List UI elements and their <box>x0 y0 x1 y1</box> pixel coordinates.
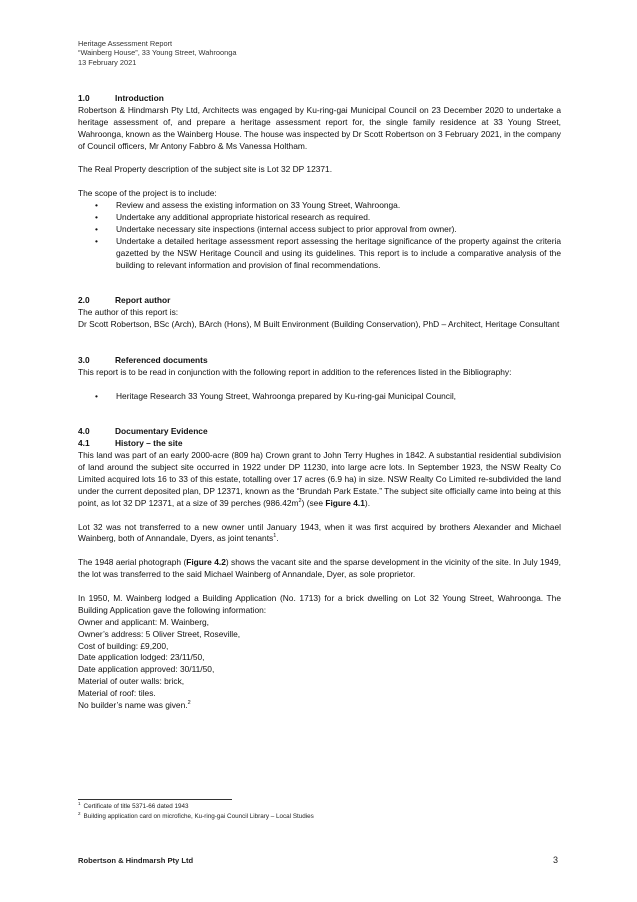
scope-list <box>78 200 561 271</box>
figure-reference: Figure 4.2 <box>186 557 226 568</box>
bullet-icon: • <box>95 200 98 211</box>
detail-line: Date application lodged: 23/11/50, <box>78 652 205 663</box>
section-heading-documentary-evidence: 4.0 Documentary Evidence <box>78 426 208 437</box>
header-date: 13 February 2021 <box>78 57 137 67</box>
document-body <box>78 93 561 712</box>
intro-paragraph: Robertson & Hindmarsh Pty Ltd, Architects was engaged by Ku-ring-gai Municipal Council on 23 December 2020 to undertake a heritage assessment of, and prepare a heritage assessment report for, the single family residence at 33 Young Street, Wahroonga, known as the Wainberg House. The house was inspected by Dr Scott Robertson on 3 February 2021, in the company of Council officers, Mr Antony Fabbro & Ms Vanessa Holtham. <box>78 104 561 151</box>
detail-line: No builder’s name was given.$^2$ <box>78 700 191 711</box>
bullet-icon: • <box>95 235 98 246</box>
author-credentials: Dr Scott Robertson, BSc (Arch), BArch (Hons), M Built Environment (Building Conservation), PhD – Architect, Heritage Consultant <box>78 319 560 330</box>
footnote: $^2$ Building application card on microfiche, Ku-ring-gai Council Library – Local Studies <box>78 810 314 820</box>
page-number: 3 <box>553 855 559 865</box>
detail-line: Date application approved: 30/11/50, <box>78 664 215 675</box>
figure-reference: Figure 4.1 <box>325 497 365 508</box>
section-heading-referenced-documents: 3.0 Referenced documents <box>78 354 208 365</box>
subsection-heading-history: 4.1 History – the site <box>78 438 183 449</box>
footer-company: Robertson & Hindmarsh Pty Ltd <box>78 856 194 865</box>
list-item: • Undertake necessary site inspections (internal access subject to prior approval from owner). <box>95 223 457 234</box>
footnote-ref: 2 <box>187 700 191 707</box>
references-lead: This report is to be read in conjunction with the following report in addition to the references listed in the Bibliography: <box>78 366 512 377</box>
detail-line: Owner’s address: 5 Oliver Street, Roseville, <box>78 628 241 639</box>
footnote-ref: 1 <box>273 533 277 540</box>
history-paragraph-1: This land was part of an early 2000-acre (809 ha) Crown grant to John Terry Hughes in 1842. A substantial residential subdivision of land around the subject site occurred in 1922 under DP 11230, into large acre lots. In September 1923, the NSW Realty Co Limited acquired lots 16 to 33 of this estate, totalling over 17 acres (6.9 ha) in size. NSW Realty Co Limited re-subdivided the land under the current deposited plan, DP 12371, known as the “Brundah Park Estate.” The subject site officially came into being at this point, as lot 32 DP 12371, at a size of 39 perches $(986.42m^2)$ (see Figure 4.1). <box>78 450 561 508</box>
list-item: • Heritage Research 33 Young Street, Wahroonga prepared by Ku-ring-gai Municipal Council, <box>95 390 457 401</box>
author-lead: The author of this report is: <box>78 307 179 318</box>
footnote-divider <box>78 799 232 800</box>
running-header <box>78 39 236 67</box>
bullet-icon: • <box>95 212 98 223</box>
references-list <box>78 391 561 403</box>
history-paragraph-4: In 1950, M. Wainberg lodged a Building Application (No. 1713) for a brick dwelling on Lot 32 Young Street, Wahroonga. The Building Application gave the following information: <box>78 592 561 615</box>
history-paragraph-2: Lot 32 was not transferred to a new owner until January 1943, when it was first acquired by brothers Alexander and Michael Wainberg, both of Annandale, Dyers, as joint tenants$^1$. <box>78 521 561 544</box>
scope-lead: The scope of the project is to include: <box>78 188 217 199</box>
list-item: • Undertake a detailed heritage assessment report assessing the heritage significance of the property against the criteria gazetted by the NSW Heritage Council and using its guidelines. This report is to include a comparative analysis of the building to relevant information and provision of final recommendations. <box>95 235 561 270</box>
detail-line: Material of outer walls: brick, <box>78 676 185 687</box>
history-paragraph-3: The 1948 aerial photograph (Figure 4.2) shows the vacant site and the sparse development in the vicinity of the site. In July 1949, the lot was transferred to the said Michael Wainberg of Annandale, Dyer, as sole proprietor. <box>78 557 561 580</box>
detail-line: Cost of building: £9,200, <box>78 640 169 651</box>
list-item: • Undertake any additional appropriate historical research as required. <box>95 212 371 223</box>
property-description: The Real Property description of the subject site is Lot 32 DP 12371. <box>78 164 333 175</box>
header-property: “Wainberg House”, 33 Young Street, Wahroonga <box>78 48 237 58</box>
section-heading-introduction: 1.0 Introduction <box>78 93 164 103</box>
footnotes <box>78 802 314 822</box>
detail-line: Owner and applicant: M. Wainberg, <box>78 616 209 627</box>
header-report-title: Heritage Assessment Report <box>78 39 173 48</box>
footnote: $^1$ Certificate of title 5371-66 dated 1943 <box>78 800 189 810</box>
list-item: • Review and assess the existing information on 33 Young Street, Wahroonga. <box>95 200 401 211</box>
detail-line: Material of roof: tiles. <box>78 688 156 699</box>
bullet-icon: • <box>95 390 98 401</box>
building-application-details <box>78 617 561 712</box>
bullet-icon: • <box>95 223 98 234</box>
section-heading-report-author: 2.0 Report author <box>78 295 171 306</box>
